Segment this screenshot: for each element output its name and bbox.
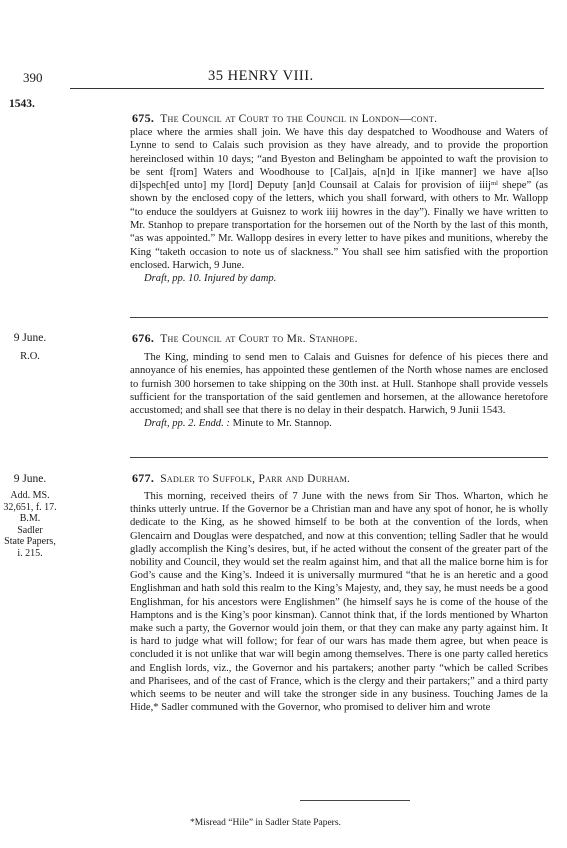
entry-676-heading xyxy=(132,331,358,346)
header-rule xyxy=(70,88,544,89)
running-head: 35 HENRY VIII. xyxy=(208,68,314,84)
entry-divider xyxy=(130,317,548,318)
entry-677-body xyxy=(130,490,548,714)
entry-677-number: 677. xyxy=(132,471,155,485)
entry-675-text: place where the armies shall join. We have this day despatched to Woodhouse and Waters of Lynne to send to Calais such provision as they have already, and to provide the proportion hereinclosed within 10 days; “and Byeston and Belingham be appointed to waft the provision to be sent f[rom] Waters and Woodhouse to [Cal]ais, a[n]d in l[ike manner] we have a[lso di]spech[ed unto] my [lord] Deputy [an]d Counsail at Calais for provision of iiijᵐˡ shepe” (as shown by the enclosed copy of the letters, which you shall forward, with others to Mr. Wallopp “to enduce the souldyers at Guisnez to work iiij howres in the day”). Finally we have written to Mr. Stanhop to prepare transportation for the horsemen out of the North by the last of this month, “as was appointed.” Mr. Wallopp desires in every letter to have pikes and munitions, whereby the King “taketh occasion to note us of slackness.” You shall see him satisfied with the proportion enclosed. Harwich, 9 June. xyxy=(130,127,548,271)
entry-676-source: R.O. xyxy=(20,351,40,362)
entry-676-note: Draft, pp. 2. Endd. : Minute to Mr. Stannop. xyxy=(144,418,332,430)
entry-675-heading xyxy=(132,111,437,126)
entry-676-date: 9 June. xyxy=(13,332,47,344)
entry-675-number: 675. xyxy=(132,111,155,125)
entry-675-note: Draft, pp. 10. Injured by damp. xyxy=(144,273,277,285)
entry-676-title: The Council at Court to Mr. Stanhope. xyxy=(160,333,358,345)
entry-677-title: Sadler to Suffolk, Parr and Durham. xyxy=(160,473,351,485)
page-number: 390 xyxy=(23,70,43,85)
entry-677-date: 9 June. xyxy=(13,473,47,485)
entry-677-source: Add. MS. 32,651, f. 17. B.M. Sadler State Papers, i. 215. xyxy=(3,490,57,559)
entry-divider xyxy=(130,457,548,458)
entry-677-heading xyxy=(132,471,350,486)
footnote-rule xyxy=(300,800,410,801)
entry-677-text: This morning, received theirs of 7 June with the news from Sir Thos. Wharton, which he thinks utterly untrue. If the Governor be a Christian man and have any spot of honor, he is wholly dedicate to the King, as he showed himself to be both at the convention of the lords, when Glencairn and Douglas were despatched, and now at this convention; telling Sadler that he would gladly accomplish the King’s desires, but, if he acted without the consent of the greater part of the nobility and Council, they would set the realm against him, and that all the malice borne him is for God’s cause and the King’s. Indeed it is universally murmured “that he is an heretic and a good Englishman and hath sold this realm to the King’s Majesty, and, they say, he must needs be a good Englishman, for his ancestors were Englishmen” (he himself says he is come of the house of the Hamptons and is the King’s poor kinsman). Cannot think that, if the lords mentioned by Wharton make such a party, the Governor would join them, or that they can make any party against him. It is hard to judge what will follow; for fear of our wars has made them agree, but when peace is concluded it is not unlike that war will begin among themselves. There is one party called heretics and English lords, viz., the Governor and his partakers; another party “which be called Scribes and Pharisees, and of the cast of France, which is the clergy and their partakers;” and a third party which seems to be neuter and will take the stronger side in any business. Touching James de la Hide,* Sadler communed with the Governor, who promised to deliver him and wrote xyxy=(130,491,548,714)
entry-676-text: The King, minding to send men to Calais and Guisnes for defence of his pieces there and annoyance of his enemies, has appointed these gentlemen of the North whose names are enclosed to furnish 300 horsemen to take shipping on the 30th inst. at Hull. Stanhope shall provide vessels sufficient for the transportation of the said gentlemen and horsemen, at the allowance heretofore accustomed; and shall see that there is no delay in their despatch. Harwich, 9 Junii 1543. xyxy=(130,352,548,417)
footnote: *Misread “Hile” in Sadler State Papers. xyxy=(190,818,341,828)
entry-675-title: The Council at Court to the Council in London—cont. xyxy=(160,113,438,125)
entry-676-body xyxy=(130,351,548,431)
margin-year: 1543. xyxy=(9,98,35,110)
entry-675-body xyxy=(130,126,548,286)
entry-676-number: 676. xyxy=(132,331,155,345)
